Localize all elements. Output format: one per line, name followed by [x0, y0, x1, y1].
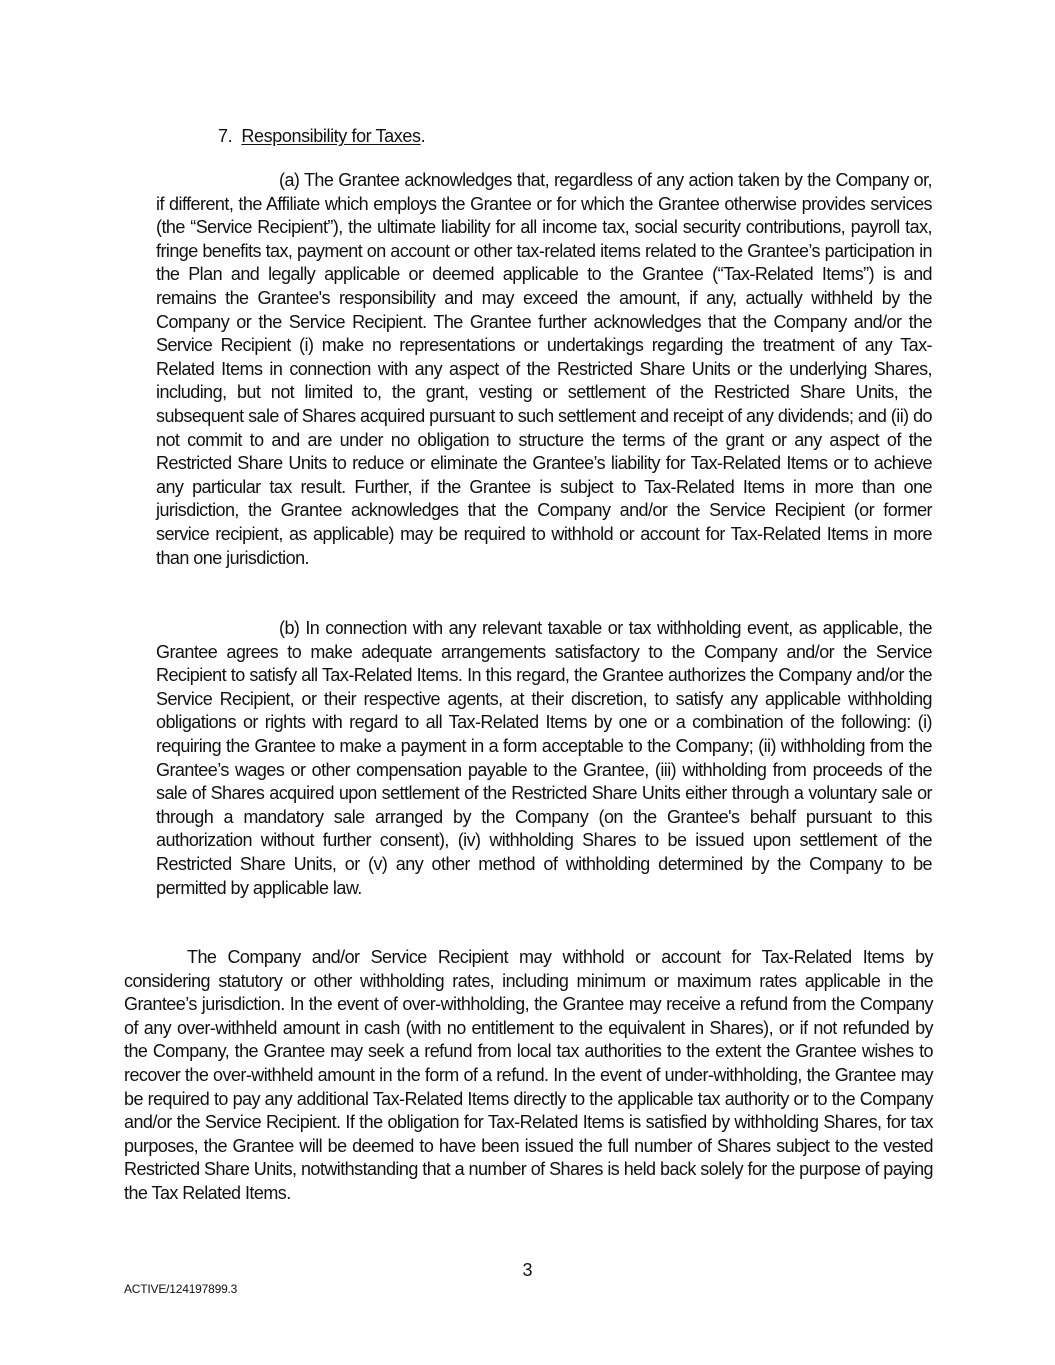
section-title-period: . — [420, 126, 426, 146]
section-heading — [218, 124, 425, 148]
section-number: 7. — [218, 126, 233, 146]
paragraph-a: (a) The Grantee acknowledges that, regardless of any action taken by the Company or, if different, the Affiliate which employs the Grantee or for which the Grantee otherwise provides services (the “Service Recipient”), the ultimate liability for all income tax, social security contributions, payroll tax, fringe benefits tax, payment on account or other tax-related items related to the Grantee’s participation in the Plan and legally applicable or deemed applicable to the Grantee (“Tax-Related Items”) is and remains the Grantee's responsibility and may exceed the amount, if any, actually withheld by the Company or the Service Recipient. The Grantee further acknowledges that the Company and/or the Service Recipient (i) make no representations or undertakings regarding the treatment of any Tax-Related Items in connection with any aspect of the Restricted Share Units or the underlying Shares, including, but not limited to, the grant, vesting or settlement of the Restricted Share Units, the subsequent sale of Shares acquired pursuant to such settlement and receipt of any dividends; and (ii) do not commit to and are under no obligation to structure the terms of the grant or any aspect of the Restricted Share Units to reduce or eliminate the Grantee’s liability for Tax-Related Items or to achieve any particular tax result. Further, if the Grantee is subject to Tax-Related Items in more than one jurisdiction, the Grantee acknowledges that the Company and/or the Service Recipient (or former service recipient, as applicable) may be required to withhold or account for Tax-Related Items in more than one jurisdiction. — [156, 170, 932, 568]
document-id: ACTIVE/124197899.3 — [124, 1282, 238, 1296]
page-number: 3 — [522, 1260, 533, 1280]
paragraph-withholding: The Company and/or Service Recipient may withhold or account for Tax-Related Items by considering statutory or other withholding rates, including minimum or maximum rates applicable in the Grantee’s jurisdiction. In the event of over-withholding, the Grantee may receive a refund from the Company of any over-withheld amount in cash (with no entitlement to the equivalent in Shares), or if not refunded by the Company, the Grantee may seek a refund from local tax authorities to the extent the Grantee wishes to recover the over-withheld amount in the form of a refund. In the event of under-withholding, the Grantee may be required to pay any additional Tax-Related Items directly to the applicable tax authority or to the Company and/or the Service Recipient. If the obligation for Tax-Related Items is satisfied by withholding Shares, for tax purposes, the Grantee will be deemed to have been issued the full number of Shares subject to the vested Restricted Share Units, notwithstanding that a number of Shares is held back solely for the purpose of paying the Tax Related Items. — [124, 947, 933, 1203]
paragraph-b: (b) In connection with any relevant taxable or tax withholding event, as applicable, the Grantee agrees to make adequate arrangements satisfactory to the Company and/or the Service Recipient to satisfy all Tax-Related Items. In this regard, the Grantee authorizes the Company and/or the Service Recipient, or their respective agents, at their discretion, to satisfy any applicable withholding obligations or rights with regard to all Tax-Related Items by one or a combination of the following: (i) requiring the Grantee to make a payment in a form acceptable to the Company; (ii) withholding from the Grantee’s wages or other compensation payable to the Grantee, (iii) withholding from proceeds of the sale of Shares acquired upon settlement of the Restricted Share Units either through a voluntary sale or through a mandatory sale arranged by the Company (on the Grantee's behalf pursuant to this authorization without further consent), (iv) withholding Shares to be issued upon settlement of the Restricted Share Units, or (v) any other method of withholding determined by the Company to be permitted by applicable law. — [156, 618, 932, 898]
section-title: Responsibility for Taxes — [241, 126, 421, 146]
